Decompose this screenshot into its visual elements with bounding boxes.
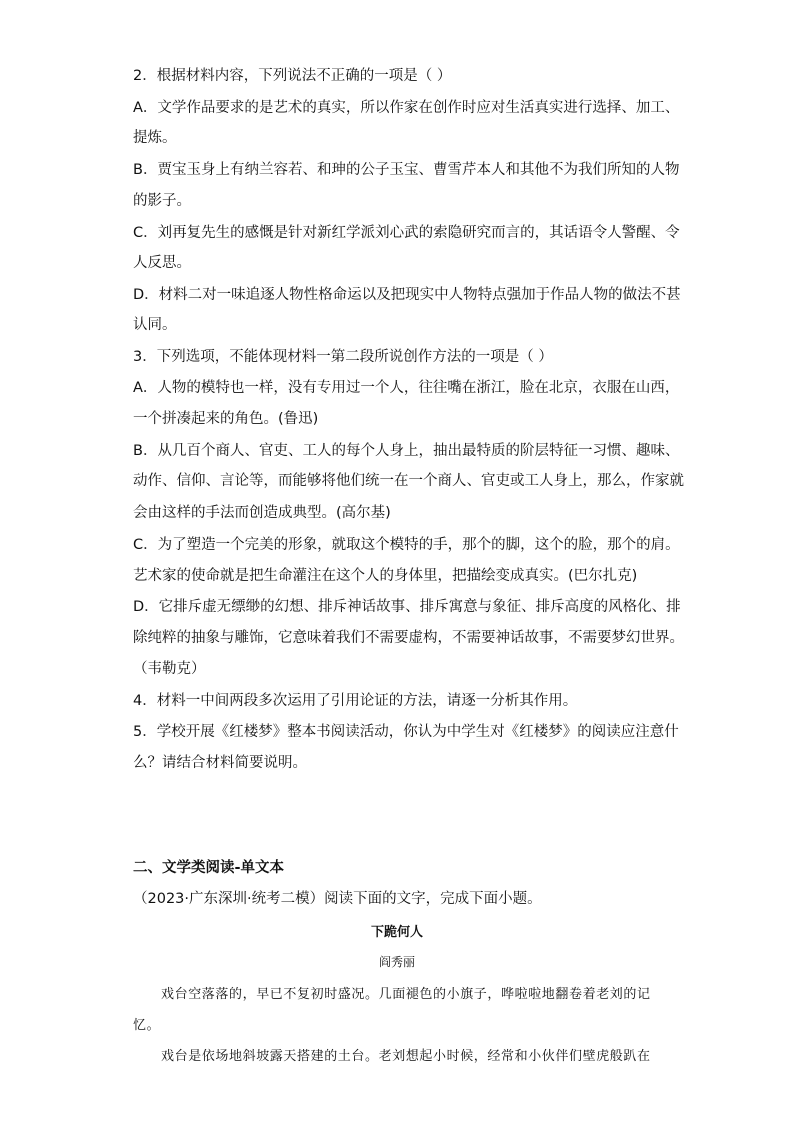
source-line: （2023·广东深圳·统考二模）阅读下面的文字，完成下面小题。 bbox=[133, 891, 542, 907]
question-2-option-d-cont: 认同。 bbox=[133, 317, 177, 333]
question-2-option-b: B．贾宝玉身上有纳兰容若、和珅的公子玉宝、曹雪芹本人和其他不为我们所知的人物 bbox=[133, 162, 680, 178]
story-author: 阎秀丽 bbox=[378, 955, 415, 969]
question-2-option-a-cont: 提炼。 bbox=[133, 130, 177, 146]
question-3-option-d-cont: 除纯粹的抽象与雕饰，它意味着我们不需要虚构，不需要神话故事，不需要梦幻世界。 bbox=[133, 630, 684, 646]
question-3-option-c-cont: 艺术家的使命就是把生命灌注在这个人的身体里，把描绘变成真实。(巴尔扎克) bbox=[133, 568, 638, 584]
question-3-option-d: D．它排斥虚无缥缈的幻想、排斥神话故事、排斥寓意与象征、排斥高度的风格化、排 bbox=[133, 599, 681, 615]
question-4: 4．材料一中间两段多次运用了引用论证的方法，请逐一分析其作用。 bbox=[133, 693, 578, 709]
question-3-option-b-cont2: 会由这样的手法而创造成典型。(高尔基) bbox=[133, 505, 391, 521]
question-2-option-b-cont: 的影子。 bbox=[133, 193, 191, 209]
question-3-stem: 3．下列选项，不能体现材料一第二段所说创作方法的一项是（ ） bbox=[133, 349, 553, 365]
story-title: 下跪何人 bbox=[370, 925, 423, 940]
question-2-option-d: D．材料二对一味追逐人物性格命运以及把现实中人物特点强加于作品人物的做法不甚 bbox=[133, 287, 681, 303]
story-paragraph-1: 戏台空落落的，早已不复初时盛况。几面褪色的小旗子，哗啦啦地翻卷着老刘的记 bbox=[161, 987, 651, 1002]
section-heading: 二、文学类阅读-单文本 bbox=[133, 860, 285, 876]
question-2-option-c-cont: 人反思。 bbox=[133, 255, 191, 271]
question-5: 5．学校开展《红楼梦》整本书阅读活动，你认为中学生对《红楼梦》的阅读应注意什 bbox=[133, 724, 679, 740]
question-3-option-d-cont2: （韦勒克） bbox=[133, 661, 206, 677]
question-3-option-b-cont: 动作、信仰、言论等，而能够将他们统一在一个商人、官吏或工人身上，那么，作家就 bbox=[133, 473, 684, 489]
question-3-option-a-cont: 一个拼凑起来的角色。(鲁迅) bbox=[133, 411, 319, 427]
question-3-option-c: C．为了塑造一个完美的形象，就取这个模特的手，那个的脚，这个的脸，那个的肩。 bbox=[133, 537, 680, 553]
story-paragraph-1-cont: 忆。 bbox=[133, 1018, 161, 1033]
question-3-option-a: A．人物的模特也一样，没有专用过一个人，往往嘴在浙江，脸在北京，衣服在山西， bbox=[133, 380, 680, 396]
question-3-option-b: B．从几百个商人、官吏、工人的每个人身上，抽出最特质的阶层特征一习惯、趣味、 bbox=[133, 443, 680, 459]
question-2-option-c: C．刘再复先生的感慨是针对新红学派刘心武的索隐研究而言的，其话语令人警醒、令 bbox=[133, 225, 680, 241]
story-paragraph-2: 戏台是依场地斜坡露天搭建的土台。老刘想起小时候，经常和小伙伴们壁虎般趴在 bbox=[161, 1049, 651, 1064]
question-5-cont: 么？请结合材料简要说明。 bbox=[133, 755, 307, 771]
question-2-stem: 2．根据材料内容，下列说法不正确的一项是（ ） bbox=[133, 68, 452, 84]
question-2-option-a: A．文学作品要求的是艺术的真实，所以作家在创作时应对生活真实进行选择、加工、 bbox=[133, 100, 680, 116]
